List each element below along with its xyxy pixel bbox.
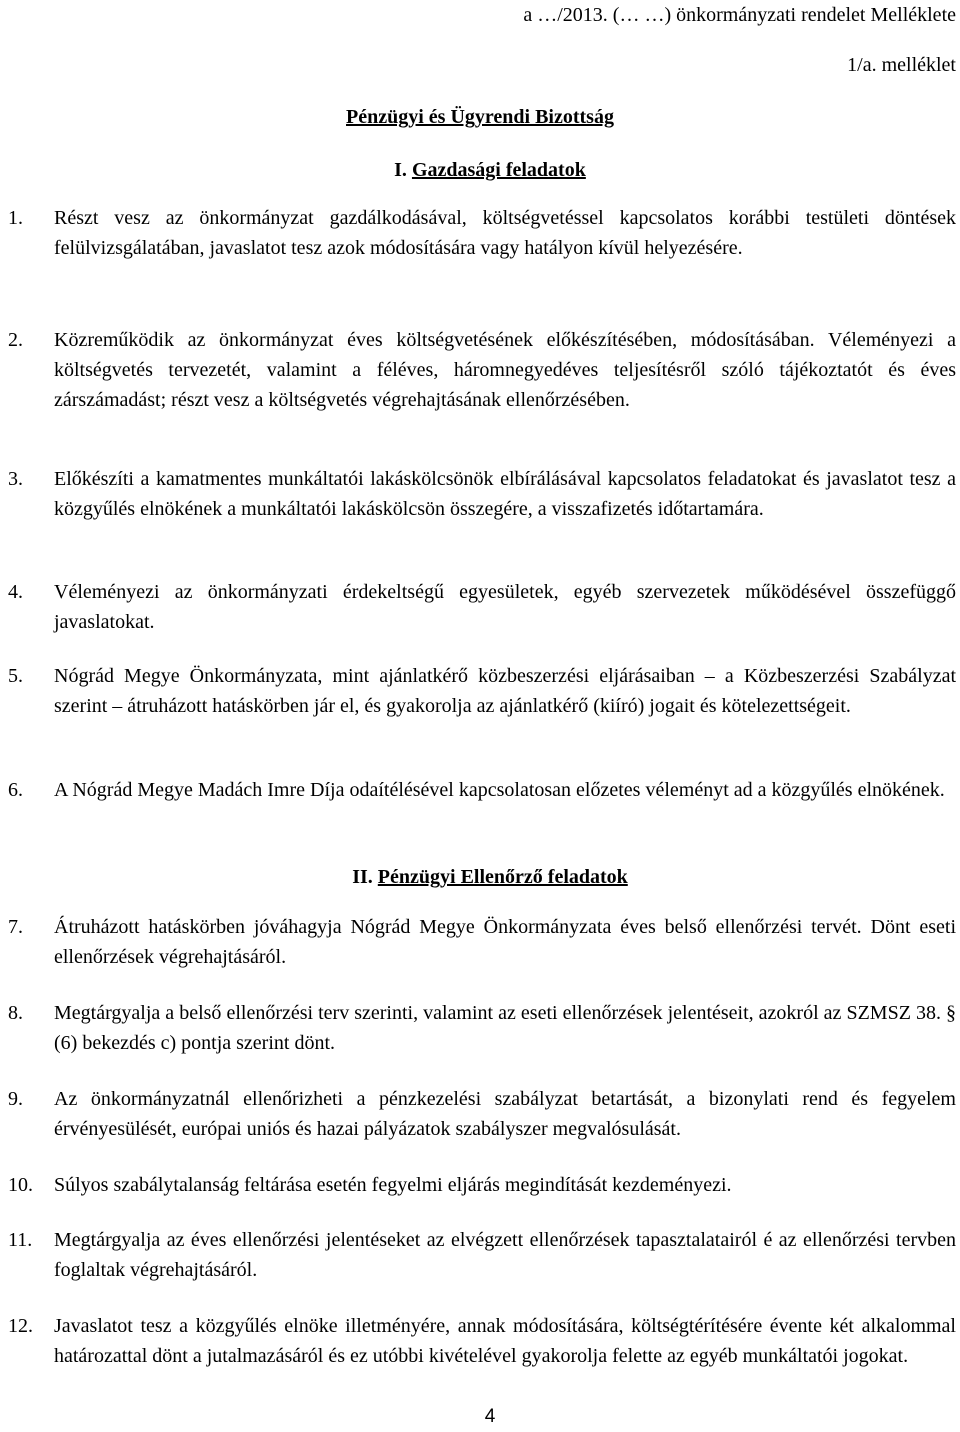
item-number: 4.	[8, 581, 23, 603]
list-item	[0, 998, 960, 1058]
item-number: 8.	[8, 1002, 23, 1024]
item-text: Közreműködik az önkormányzat éves költségvetésének előkészítésében, módosításában. Véleményezi a költségvetés tervezetét, valamint a féléves, háromnegyedéves teljesítésről szóló tájékoztatót és éves zárszámadást; részt vesz a költségvetés végrehajtásának ellenőrzésében.	[54, 329, 956, 411]
list-item	[0, 464, 960, 524]
item-number: 2.	[8, 329, 23, 351]
item-text: A Nógrád Megye Madách Imre Díja odaítélésével kapcsolatosan előzetes véleményt ad a közgyűlés elnökének.	[54, 779, 945, 801]
list-item	[0, 325, 960, 415]
page-number: 4	[484, 1406, 496, 1427]
item-number: 3.	[8, 468, 23, 490]
item-number: 12.	[8, 1315, 33, 1337]
item-text: Részt vesz az önkormányzat gazdálkodásával, költségvetéssel kapcsolatos korábbi testületi döntések felülvizsgálatában, javaslatot tesz azok módosítására vagy hatályon kívül helyezésére.	[54, 207, 956, 259]
committee-title: Pénzügyi és Ügyrendi Bizottság	[346, 106, 614, 128]
section-title-financial-control	[0, 862, 960, 892]
item-number: 5.	[8, 665, 23, 687]
item-text: Nógrád Megye Önkormányzata, mint ajánlatkérő közbeszerzési eljárásaiban – a Közbeszerzési Szabályzat szerint – átruházott hatáskörben jár el, és gyakorolja az ajánlatkérő (kiíró) jogait és kötelezettségeit.	[54, 665, 956, 717]
item-number: 1.	[8, 207, 23, 229]
item-text: Javaslatot tesz a közgyűlés elnöke illetményére, annak módosítására, költségtérítésére évente két alkalommal határozattal dönt a jutalmazásáról és ez utóbbi kivételével gyakorolja felette az egyéb munkáltatói jogokat.	[54, 1315, 956, 1367]
list-item	[0, 912, 960, 972]
list-item	[0, 203, 960, 263]
section-title-text: Pénzügyi Ellenőrző feladatok	[377, 866, 628, 888]
list-item	[0, 1084, 960, 1144]
section-title-text: Gazdasági feladatok	[411, 159, 586, 181]
item-text: Véleményezi az önkormányzati érdekeltségű egyesületek, egyéb szervezetek működésével összefüggő javaslatokat.	[54, 581, 956, 633]
list-item	[0, 1225, 960, 1285]
list-item	[0, 577, 960, 637]
section-roman: II.	[352, 866, 373, 888]
section-roman: I.	[394, 159, 407, 181]
item-text: Az önkormányzatnál ellenőrizheti a pénzkezelési szabályzat betartását, a bizonylati rend és fegyelem érvényesülését, európai uniós és hazai pályázatok szabályszer megvalósulását.	[54, 1088, 956, 1140]
section-title-economic	[0, 155, 960, 185]
item-number: 10.	[8, 1174, 33, 1196]
item-number: 9.	[8, 1088, 23, 1110]
annex-label: 1/a. melléklet	[847, 54, 956, 76]
item-number: 11.	[8, 1229, 33, 1251]
list-item	[0, 1170, 960, 1200]
list-item	[0, 775, 960, 805]
list-item	[0, 661, 960, 721]
item-number: 7.	[8, 916, 23, 938]
item-text: Átruházott hatáskörben jóváhagyja Nógrád Megye Önkormányzata éves belső ellenőrzési tervét. Dönt eseti ellenőrzések végrehajtásáról.	[54, 916, 956, 968]
regulation-reference: a …/2013. (… …) önkormányzati rendelet Melléklete	[523, 4, 956, 26]
list-item	[0, 1311, 960, 1371]
item-text: Súlyos szabálytalanság feltárása esetén fegyelmi eljárás megindítását kezdeményezi.	[54, 1174, 732, 1196]
item-text: Előkészíti a kamatmentes munkáltatói lakáskölcsönök elbírálásával kapcsolatos feladatokat és javaslatot tesz a közgyűlés elnökének a munkáltatói lakáskölcsön összegére, a visszafizetés időtartamára.	[54, 468, 956, 520]
item-number: 6.	[8, 779, 23, 801]
item-text: Megtárgyalja az éves ellenőrzési jelentéseket az elvégzett ellenőrzések tapasztalatairól é az ellenőrzési tervben foglaltak végrehajtásáról.	[54, 1229, 956, 1281]
item-text: Megtárgyalja a belső ellenőrzési terv szerinti, valamint az eseti ellenőrzések jelentéseit, azokról az SZMSZ 38. § (6) bekezdés c) pontja szerint dönt.	[54, 1002, 956, 1054]
